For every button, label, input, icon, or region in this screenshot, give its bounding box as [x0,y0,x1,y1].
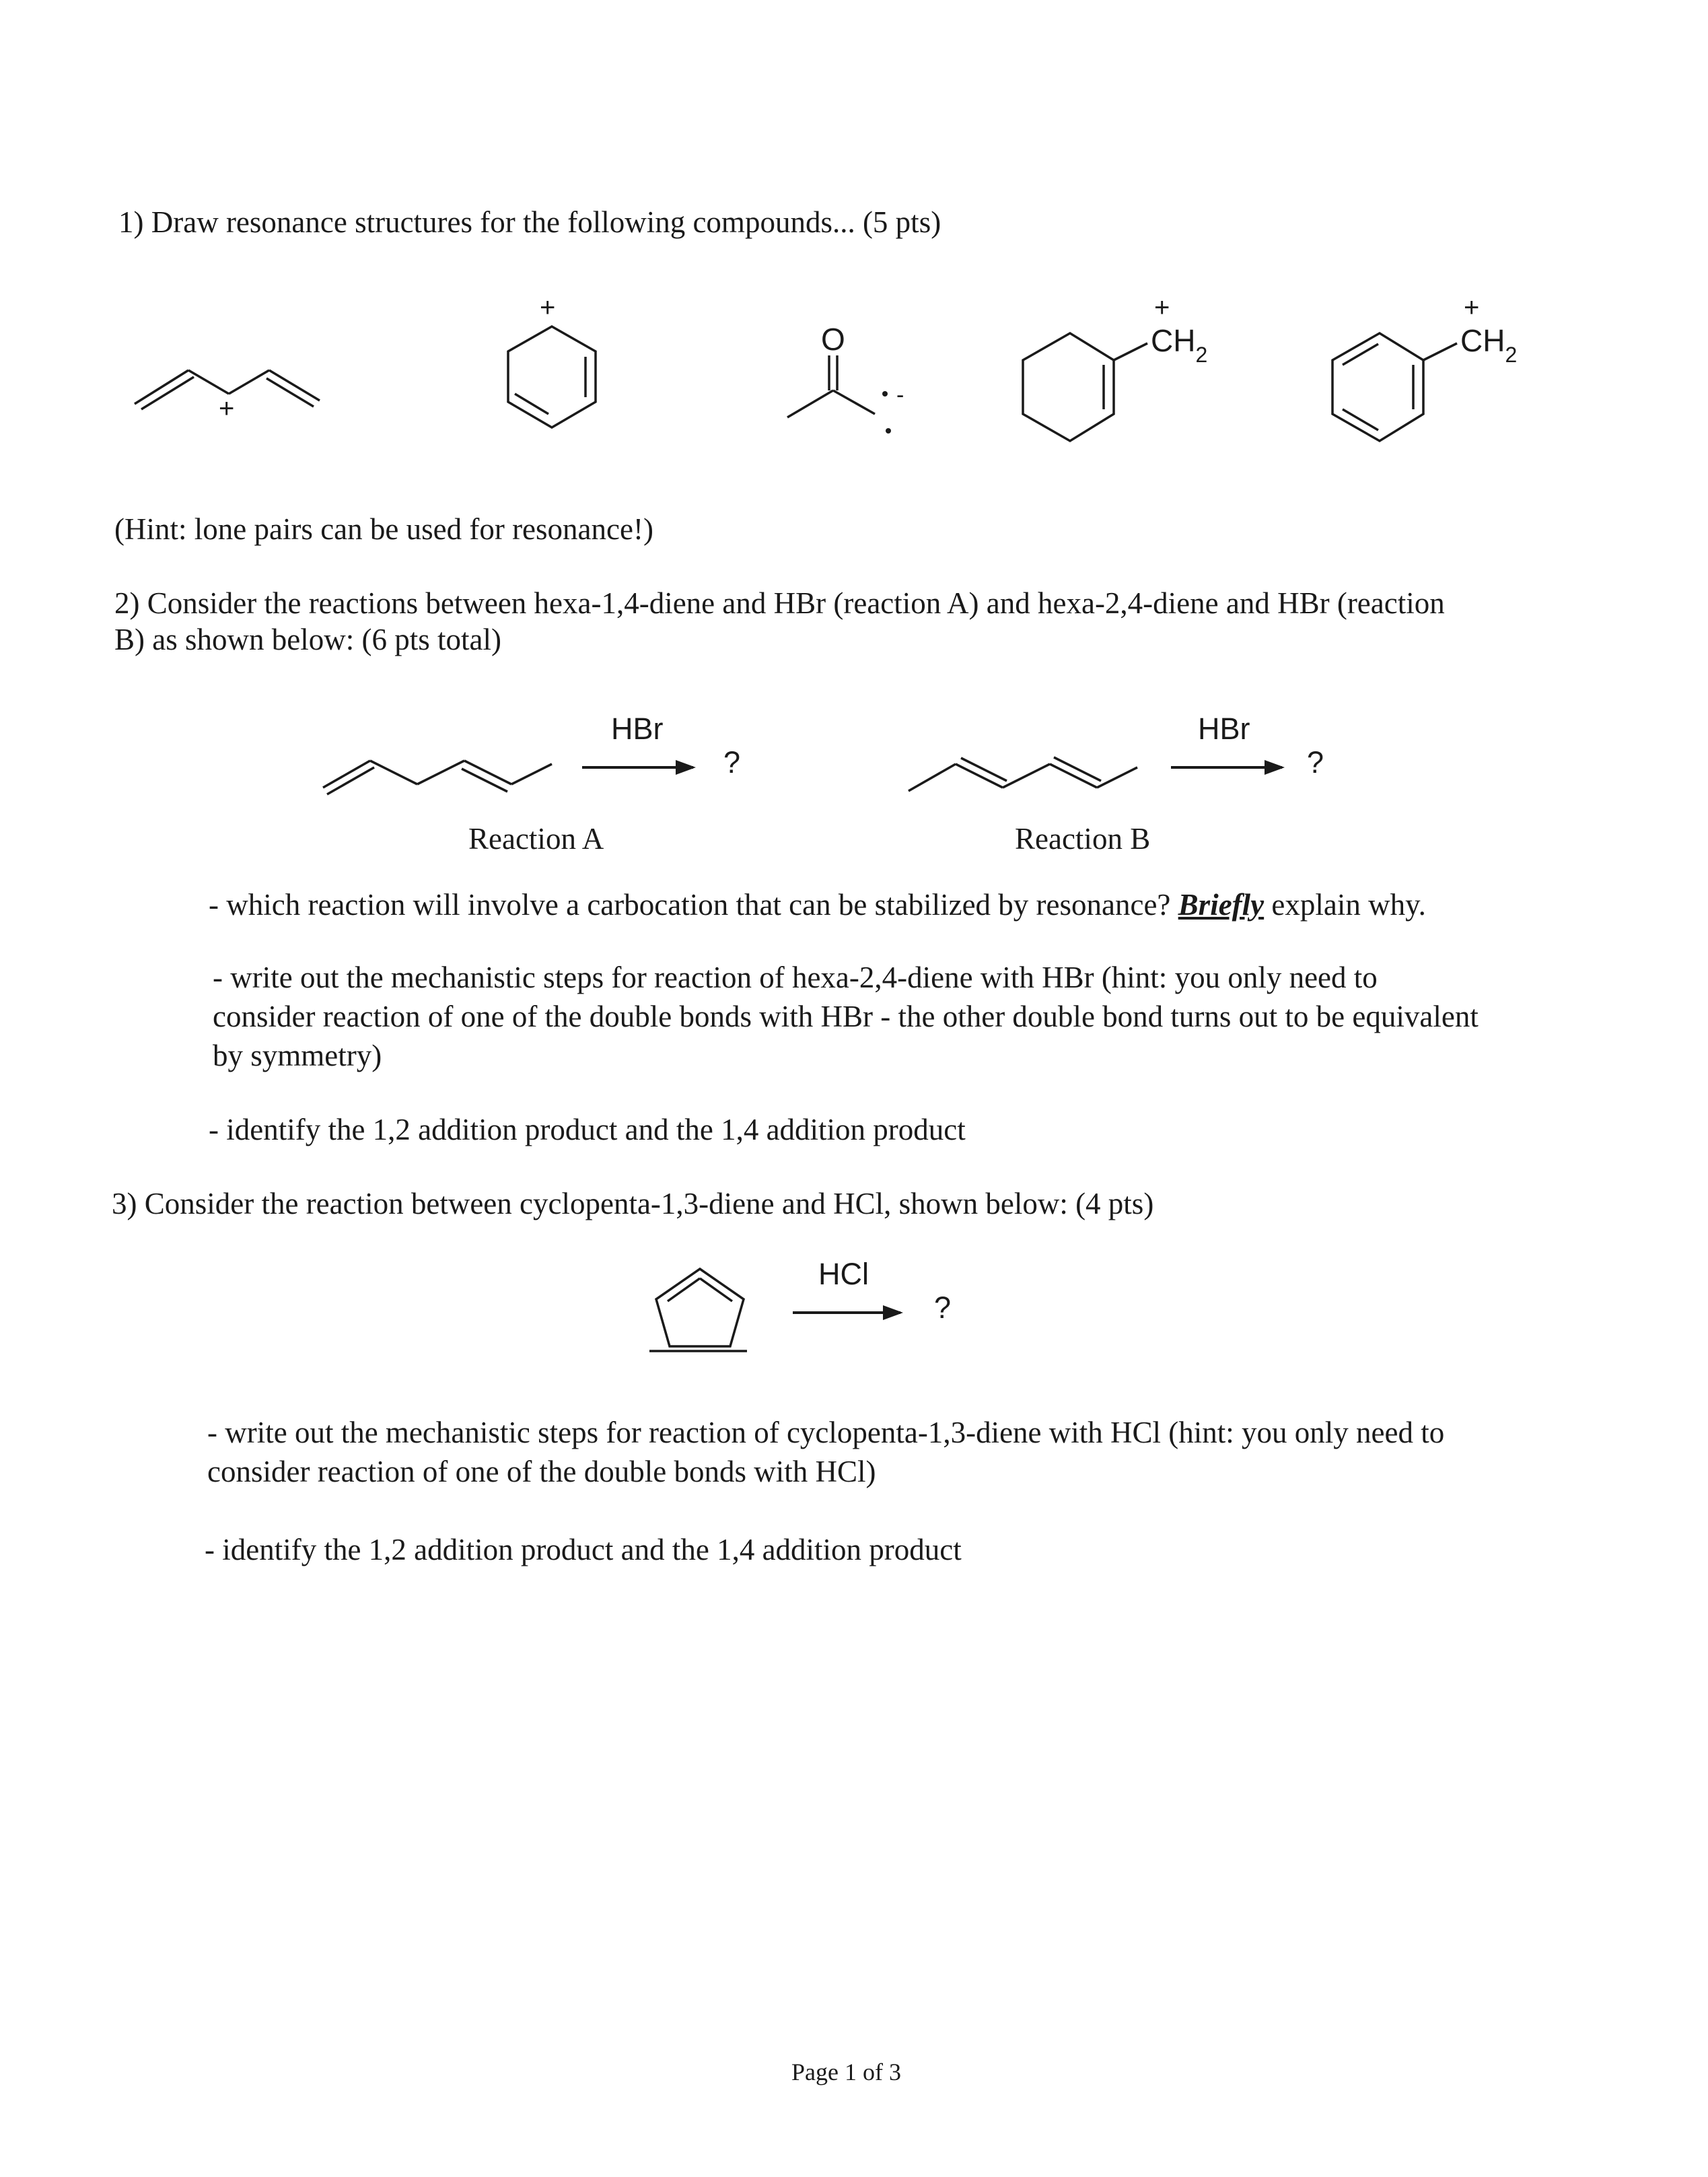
q3-bullet1-line1: - write out the mechanistic steps for reaction of cyclopenta-1,3-diene with HCl (hint: you only need to [207,1416,1445,1449]
q3-intro: 3) Consider the reaction between cyclopenta-1,3-diene and HCl, shown below: (4 pts) [112,1187,1154,1220]
q2-bullet3: - identify the 1,2 addition product and the 1,4 addition product [209,1113,966,1146]
q1-hint: (Hint: lone pairs can be used for resonance!) [114,512,653,546]
q2-bullet2-line1: - write out the mechanistic steps for reaction of hexa-2,4-diene with HBr (hint: you only need to [213,961,1378,994]
allyl-cation-structure [128,337,330,424]
q3-product: ? [934,1290,952,1325]
reaction-b-arrow [1171,766,1282,769]
q3-bullet2: - identify the 1,2 addition product and the 1,4 addition product [205,1533,962,1566]
svg-text:CH2: $CH_2$ [1460,323,1518,367]
svg-text:-: - [896,382,904,408]
reaction-a-label: Reaction A [468,822,604,856]
benzyl-cation-structure [1319,293,1548,458]
reaction-a-product: ? [723,745,741,780]
svg-text:+: + [1464,293,1480,322]
q3-reagent: HCl [818,1257,869,1291]
hexa-1-4-diene-structure [316,727,559,801]
cyclopentadiene-structure [646,1262,754,1356]
reaction-a-reagent: HBr [611,712,664,746]
q3-bullet1-line2: consider reaction of one of the double bonds with HCl) [207,1455,876,1488]
q2-bullet2-line3: by symmetry) [213,1039,382,1072]
reaction-b-product: ? [1307,745,1324,780]
oxygen-atom: O [821,322,845,357]
emphasis-briefly: Briefly [1178,888,1265,922]
hexa-2-4-diene-structure [902,727,1144,801]
q1-title: 1) Draw resonance structures for the following compounds... (5 pts) [118,205,941,239]
svg-text:+: + [1154,293,1170,322]
svg-text:+: + [540,293,556,322]
page-number: Page 1 of 3 [791,2059,901,2085]
q2-bullet1: - which reaction will involve a carbocation that can be stabilized by resonance? Briefly explain why. [209,888,1426,922]
plus-charge: + [219,394,235,423]
cyclohexadienyl-cation-structure [485,293,619,444]
q2-intro-line2: B) as shown below: (6 pts total) [114,623,501,656]
q2-bullet2-line2: consider reaction of one of the double bonds with HBr - the other double bond turns out to be equivalent [213,1000,1479,1033]
ch2-label: $CH_2$ [1151,323,1208,367]
q2-intro-line1: 2) Consider the reactions between hexa-1,4-diene and HBr (reaction A) and hexa-2,4-diene and HBr (reaction [114,586,1445,620]
reaction-b-label: Reaction B [1015,822,1151,856]
reaction-b-reagent: HBr [1198,712,1250,746]
q3-arrow [793,1311,900,1314]
enolate-structure [767,323,922,444]
reaction-a-arrow [582,766,693,769]
cyclohexenylmethyl-cation-structure [1009,293,1238,458]
